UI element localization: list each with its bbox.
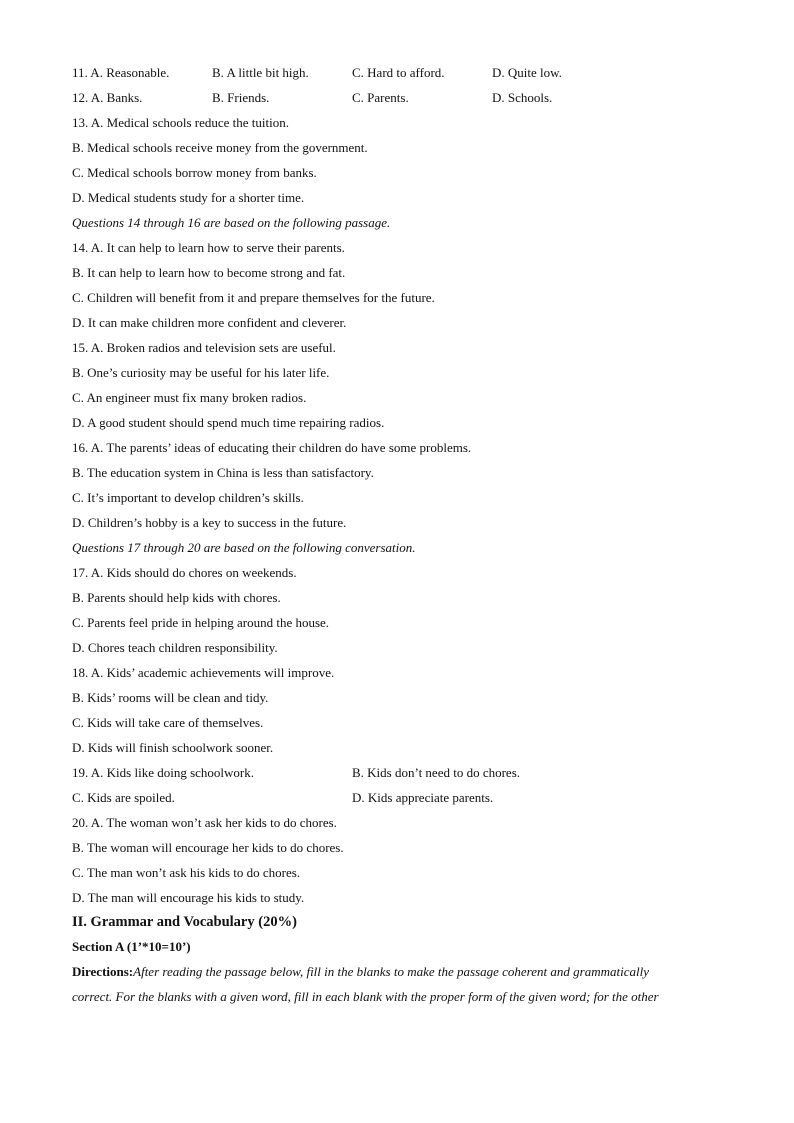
q16-option-a: 16. A. The parents’ ideas of educating their children do have some problems.: [72, 440, 472, 455]
q19-option-b: B. Kids don’t need to do chores.: [352, 765, 521, 780]
q20-option-b: B. The woman will encourage her kids to do chores.: [72, 840, 344, 855]
q11-option-c: C. Hard to afford.: [352, 65, 445, 80]
q11-option-a: 11. A. Reasonable.: [72, 65, 170, 80]
directions-text-1: After reading the passage below, fill in the blanks to make the passage coherent and grammatically: [133, 964, 649, 979]
section-heading-grammar-vocabulary: II. Grammar and Vocabulary (20%): [72, 914, 297, 930]
q17-option-a: 17. A. Kids should do chores on weekends.: [72, 565, 297, 580]
q15-option-b: B. One’s curiosity may be useful for his later life.: [72, 365, 330, 380]
q15-option-a: 15. A. Broken radios and television sets are useful.: [72, 340, 336, 355]
q19-option-c: C. Kids are spoiled.: [72, 790, 175, 805]
q20-option-a: 20. A. The woman won’t ask her kids to do chores.: [72, 815, 337, 830]
q19-option-d: D. Kids appreciate parents.: [352, 790, 494, 805]
q14-option-c: C. Children will benefit from it and prepare themselves for the future.: [72, 290, 435, 305]
q17-option-b: B. Parents should help kids with chores.: [72, 590, 281, 605]
q12-option-a: 12. A. Banks.: [72, 90, 143, 105]
q12-option-c: C. Parents.: [352, 90, 409, 105]
q15-option-c: C. An engineer must fix many broken radios.: [72, 390, 307, 405]
q16-option-c: C. It’s important to develop children’s skills.: [72, 490, 304, 505]
q17-option-d: D. Chores teach children responsibility.: [72, 640, 278, 655]
q11-option-b: B. A little bit high.: [212, 65, 309, 80]
q18-option-d: D. Kids will finish schoolwork sooner.: [72, 740, 274, 755]
q18-option-b: B. Kids’ rooms will be clean and tidy.: [72, 690, 269, 705]
directions-line-1: [72, 964, 649, 980]
directions-line-2: correct. For the blanks with a given word, fill in each blank with the proper form of the given word; for the other: [72, 989, 659, 1004]
q12-option-b: B. Friends.: [212, 90, 270, 105]
q16-option-b: B. The education system in China is less than satisfactory.: [72, 465, 374, 480]
passage-instruction-17-20: Questions 17 through 20 are based on the following conversation.: [72, 540, 416, 555]
section-a-heading: Section A (1’*10=10’): [72, 939, 191, 954]
q11-option-d: D. Quite low.: [492, 65, 562, 80]
q17-option-c: C. Parents feel pride in helping around the house.: [72, 615, 330, 630]
q15-option-d: D. A good student should spend much time repairing radios.: [72, 415, 385, 430]
q18-option-a: 18. A. Kids’ academic achievements will improve.: [72, 665, 335, 680]
q14-option-b: B. It can help to learn how to become strong and fat.: [72, 265, 346, 280]
q16-option-d: D. Children’s hobby is a key to success in the future.: [72, 515, 347, 530]
q13-option-a: 13. A. Medical schools reduce the tuition.: [72, 115, 289, 130]
q13-option-d: D. Medical students study for a shorter time.: [72, 190, 305, 205]
directions-label: Directions:: [72, 964, 134, 979]
q14-option-a: 14. A. It can help to learn how to serve their parents.: [72, 240, 345, 255]
q13-option-c: C. Medical schools borrow money from banks.: [72, 165, 317, 180]
q20-option-c: C. The man won’t ask his kids to do chores.: [72, 865, 301, 880]
passage-instruction-14-16: Questions 14 through 16 are based on the following passage.: [72, 215, 391, 230]
q14-option-d: D. It can make children more confident and cleverer.: [72, 315, 347, 330]
q18-option-c: C. Kids will take care of themselves.: [72, 715, 264, 730]
q20-option-d: D. The man will encourage his kids to study.: [72, 890, 305, 905]
q12-option-d: D. Schools.: [492, 90, 553, 105]
q19-option-a: 19. A. Kids like doing schoolwork.: [72, 765, 254, 780]
q13-option-b: B. Medical schools receive money from the government.: [72, 140, 368, 155]
